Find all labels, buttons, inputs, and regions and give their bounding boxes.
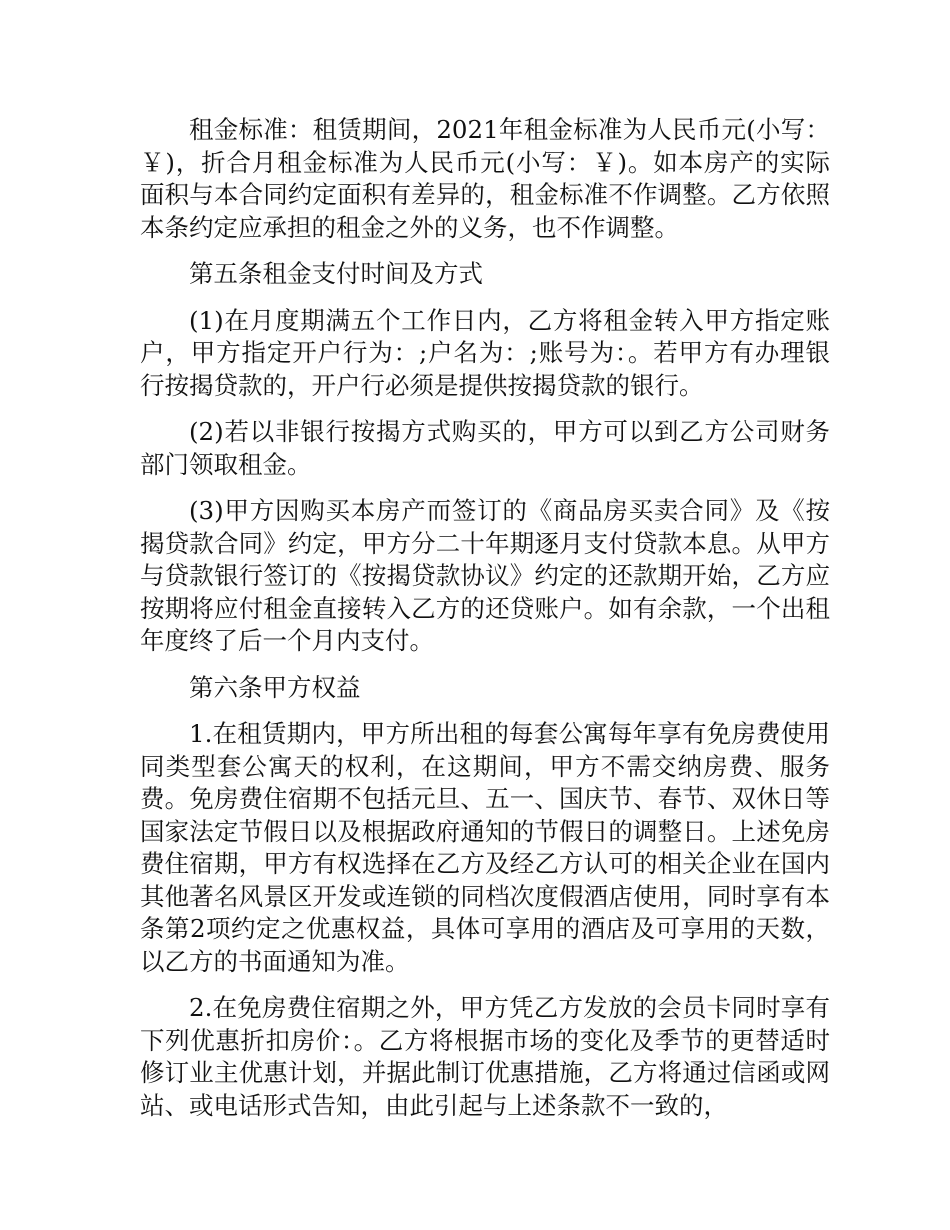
paragraph-rent-standard: 租金标准：租赁期间，2021年租金标准为人民币元(小写：￥)，折合月租金标准为人民币元(小写：￥)。如本房产的实际面积与本合同约定面积有差异的，租金标准不作调整。乙方依照本条约定应承担的租金之外的义务，也不作调整。	[140, 115, 830, 242]
document-body	[140, 114, 830, 1136]
heading-article-5: 第五条租金支付时间及方式	[189, 259, 483, 288]
paragraph-rights-1: 1.在租赁期内，甲方所出租的每套公寓每年享有免房费使用同类型套公寓天的权利，在这期间，甲方不需交纳房费、服务费。免房费住宿期不包括元旦、五一、国庆节、春节、双休日等国家法定节假日以及根据政府通知的节假日的调整日。上述免房费住宿期，甲方有权选择在乙方及经乙方认可的相关企业在国内其他著名风景区开发或连锁的同档次度假酒店使用，同时享有本条第2项约定之优惠权益，具体可享用的酒店及可享用的天数，以乙方的书面通知为准。	[140, 719, 830, 976]
paragraph-rights-2: 2.在免房费住宿期之外，甲方凭乙方发放的会员卡同时享有下列优惠折扣房价：。乙方将根据市场的变化及季节的更替适时修订业主优惠计划，并据此制订优惠措施，乙方将通过信函或网站、或电话形式告知，由此引起与上述条款不一致的，	[140, 993, 830, 1120]
paragraph-payment-3: (3)甲方因购买本房产而签订的《商品房买卖合同》及《按揭贷款合同》约定，甲方分二十年期逐月支付贷款本息。从甲方与贷款银行签订的《按揭贷款协议》约定的还款期开始，乙方应按期将应付租金直接转入乙方的还贷账户。如有余款，一个出租年度终了后一个月内支付。	[140, 496, 830, 655]
paragraph-payment-2: (2)若以非银行按揭方式购买的，甲方可以到乙方公司财务部门领取租金。	[140, 417, 830, 479]
paragraph-payment-1: (1)在月度期满五个工作日内，乙方将租金转入甲方指定账户，甲方指定开户行为：;户名为：;账号为：。若甲方有办理银行按揭贷款的，开户行必须是提供按揭贷款的银行。	[140, 305, 830, 400]
heading-article-6: 第六条甲方权益	[189, 672, 361, 702]
